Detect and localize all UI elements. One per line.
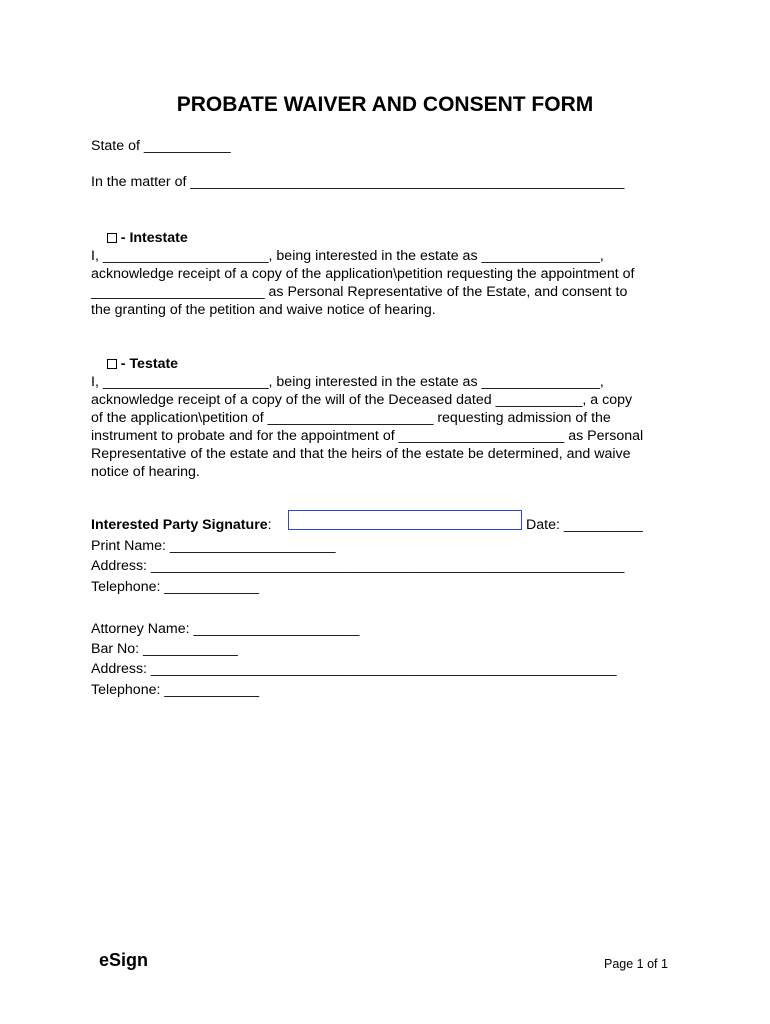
address-field[interactable]: Address: ____________________________________________________________ [91, 558, 625, 574]
telephone-field[interactable]: Telephone: ____________ [91, 579, 260, 595]
intestate-checkbox[interactable] [107, 233, 117, 243]
attorney-address-field[interactable]: Address: ___________________________________________________________ [91, 661, 617, 677]
testate-heading: - Testate [120, 356, 179, 372]
attorney-telephone-field[interactable]: Telephone: ____________ [91, 682, 260, 698]
testate-line-1[interactable]: I, _____________________, being interested in the estate as _______________, [91, 374, 604, 390]
signature-label-row [91, 516, 272, 534]
signature-label: Interested Party Signature [91, 517, 268, 533]
esign-logo: eSign [99, 950, 149, 970]
intestate-heading: - Intestate [120, 230, 188, 246]
bar-no-field[interactable]: Bar No: ____________ [91, 641, 238, 657]
attorney-name-field[interactable]: Attorney Name: _____________________ [91, 621, 360, 637]
intestate-line-3[interactable]: ______________________ as Personal Representative of the Estate, and consent to [91, 284, 628, 300]
page-number: Page 1 of 1 [604, 957, 668, 971]
intestate-line-2: acknowledge receipt of a copy of the application\petition requesting the appointment of [91, 266, 635, 282]
testate-line-6: notice of hearing. [91, 464, 200, 480]
testate-line-2[interactable]: acknowledge receipt of a copy of the will of the Deceased dated ___________, a copy [91, 392, 633, 408]
intestate-line-1[interactable]: I, _____________________, being interested in the estate as _______________, [91, 248, 604, 264]
intestate-line-4: the granting of the petition and waive notice of hearing. [91, 302, 436, 318]
signature-colon: : [267, 517, 272, 533]
date-field[interactable]: Date: __________ [526, 517, 643, 533]
testate-line-3[interactable]: of the application\petition of _____________________ requesting admission of the [91, 410, 611, 426]
signature-input[interactable] [288, 510, 522, 530]
matter-of-field[interactable]: In the matter of _______________________________________________________ [91, 174, 625, 190]
state-of-field[interactable]: State of ___________ [91, 138, 231, 154]
testate-checkbox[interactable] [107, 359, 117, 369]
testate-line-4[interactable]: instrument to probate and for the appointment of _____________________ as Personal [91, 428, 644, 444]
print-name-field[interactable]: Print Name: _____________________ [91, 538, 336, 554]
testate-line-5: Representative of the estate and that the heirs of the estate be determined, and waive [91, 446, 631, 462]
document-title: PROBATE WAIVER AND CONSENT FORM [176, 93, 594, 116]
